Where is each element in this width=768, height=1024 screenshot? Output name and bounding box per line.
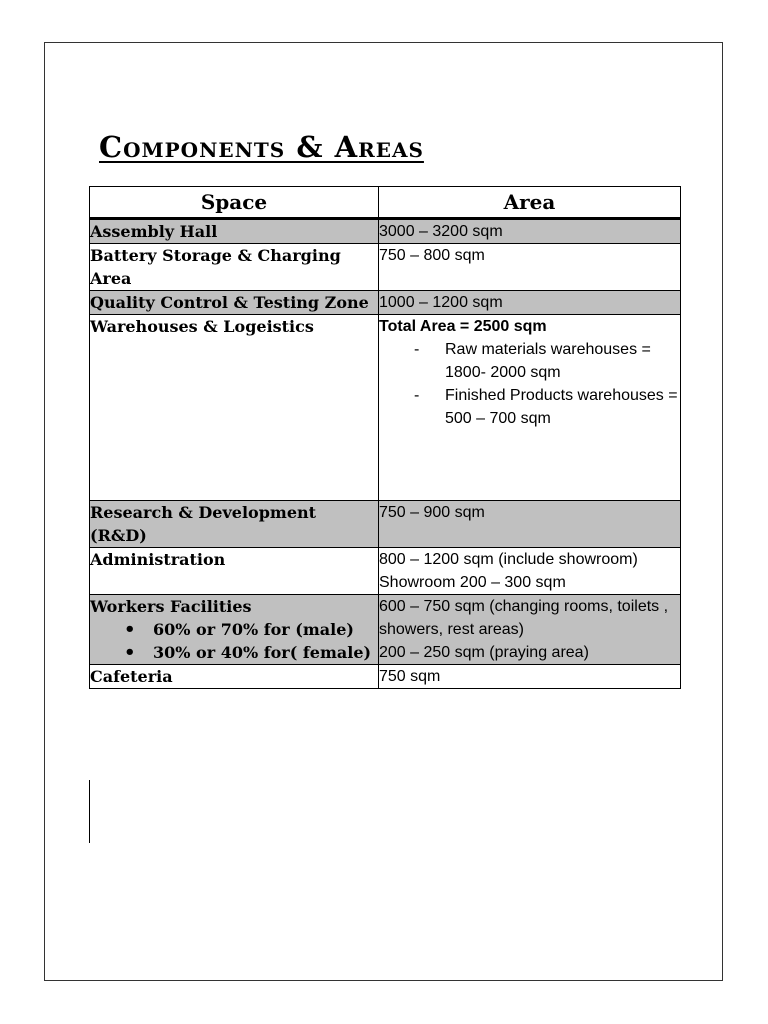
- space-label: Workers Facilities: [90, 597, 252, 616]
- table-row: [90, 219, 681, 244]
- space-cell: [90, 595, 379, 665]
- space-cell: Assembly Hall: [90, 219, 379, 244]
- table-row: [90, 665, 681, 689]
- areas-table: [89, 186, 681, 689]
- area-cell: 750 – 800 sqm: [379, 244, 681, 291]
- space-cell: Quality Control & Testing Zone: [90, 291, 379, 315]
- area-line: 200 – 250 sqm (praying area): [379, 644, 589, 661]
- area-line: Showroom 200 – 300 sqm: [379, 574, 566, 591]
- total-area-text: Total Area = 2500 sqm: [379, 318, 547, 335]
- space-cell: Administration: [90, 548, 379, 595]
- space-cell: Cafeteria: [90, 665, 379, 689]
- area-cell: [379, 595, 681, 665]
- warehouse-list: [379, 338, 680, 430]
- area-cell: [379, 548, 681, 595]
- list-item: - Raw materials warehouses = 1800- 2000 sqm: [409, 338, 680, 384]
- table-row: [90, 548, 681, 595]
- area-column-header: Area: [379, 187, 681, 219]
- area-cell: [379, 315, 681, 501]
- area-cell: 1000 – 1200 sqm: [379, 291, 681, 315]
- space-cell: Battery Storage & Charging Area: [90, 244, 379, 291]
- space-column-header: Space: [90, 187, 379, 219]
- table-row: [90, 501, 681, 548]
- list-item: - Finished Products warehouses = 500 – 700 sqm: [409, 384, 680, 430]
- space-cell: Warehouses & Logeistics: [90, 315, 379, 501]
- area-line: 600 – 750 sqm (changing rooms, toilets , showers, rest areas): [379, 598, 669, 638]
- table-row: [90, 315, 681, 501]
- gender-split-list: [90, 618, 378, 664]
- area-line: 800 – 1200 sqm (include showroom): [379, 551, 638, 568]
- table-row: [90, 291, 681, 315]
- page-title: Components & Areas: [99, 130, 424, 164]
- list-item: • 60% or 70% for (male): [124, 618, 378, 641]
- area-cell: 3000 – 3200 sqm: [379, 219, 681, 244]
- left-margin-rule: [89, 780, 90, 843]
- space-cell: Research & Development (R&D): [90, 501, 379, 548]
- list-item: • 30% or 40% for( female): [124, 641, 378, 664]
- area-cell: 750 – 900 sqm: [379, 501, 681, 548]
- table-header-row: [90, 187, 681, 219]
- area-cell: 750 sqm: [379, 665, 681, 689]
- table-row: [90, 595, 681, 665]
- table-row: [90, 244, 681, 291]
